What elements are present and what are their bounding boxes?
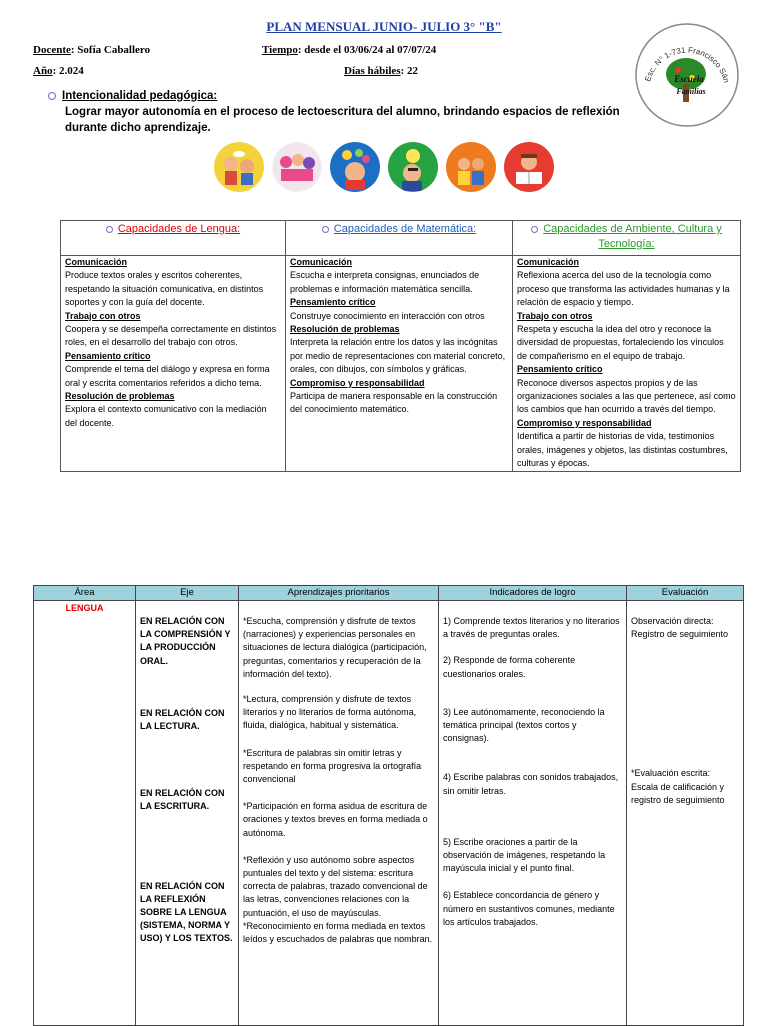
aprendizaje-item: *Escritura de palabras sin omitir letras y respetando en forma progresiva la ortografía convencional <box>243 747 422 785</box>
col-header-area: Área <box>34 586 136 601</box>
cap-subheading: Comunicación <box>517 257 580 267</box>
evaluacion-cell <box>627 601 744 1026</box>
logo-circular-text: Esc. N° 1-731 Francisco Sán <box>643 45 732 84</box>
eje-item: EN RELACIÓN CON LA LECTURA. <box>140 707 225 732</box>
dias-label: Días hábiles <box>344 65 401 77</box>
cap-header-ambiente <box>513 221 741 256</box>
teamwork-icon <box>446 142 496 192</box>
cap-text: Reconoce diversos aspectos propios y de las organizaciones sociales a las que pertenece, así como los cambios que han ocurrido a través del tiempo. <box>517 377 736 415</box>
tiempo-value: : desde el 03/06/24 al 07/07/24 <box>297 44 437 56</box>
docente-label: Docente <box>33 44 71 56</box>
indicador-item: 5) Escribe oraciones a partir de la observación de imágenes, respetando la mayúscula inicial y el punto final. <box>443 836 606 874</box>
cap-text: Explora el contexto comunicativo con la mediación del docente. <box>65 404 267 428</box>
eje-item: EN RELACIÓN CON LA ESCRITURA. <box>140 788 225 812</box>
cap-text: Reflexiona acerca del uso de la tecnología como proceso que transforma las actividades humanas y la relación de espacio y tiempo. <box>517 270 730 308</box>
school-logo <box>634 22 740 128</box>
children-talking-icon <box>214 142 264 192</box>
col-header-indicadores: Indicadores de logro <box>439 586 627 601</box>
intencionalidad-heading: Intencionalidad pedagógica: <box>62 90 218 102</box>
logo-text-escuela: Escuela <box>674 74 704 84</box>
anio-line <box>33 65 84 77</box>
tiempo-label: Tiempo <box>262 44 298 56</box>
cap-text: Construye conocimiento en interacción con otros <box>290 310 485 321</box>
docente-value: : Sofía Caballero <box>70 44 151 56</box>
eje-item: EN RELACIÓN CON LA REFLEXIÓN SOBRE LA LENGUA (SISTEMA, NORMA Y USO) Y LOS TEXTOS. <box>140 880 233 944</box>
bullet-icon <box>531 226 538 233</box>
area-lengua: LENGUA <box>65 603 104 613</box>
cap-header-lengua-label: Capacidades de Lengua: <box>117 223 241 235</box>
aprendizaje-item: *Participación en forma asidua de escritura de oraciones y textos breves en forma mediada o autónoma. <box>243 801 428 838</box>
aprendizajes-cell <box>239 601 439 1026</box>
evaluacion-item: *Evaluación escrita: Escala de calificación y registro de seguimiento <box>631 768 725 805</box>
cap-subheading: Pensamiento crítico <box>290 297 376 308</box>
thinking-gears-icon <box>330 142 380 192</box>
anio-value: : 2.024 <box>52 65 84 77</box>
indicador-item: 6) Establece concordancia de género y número en sustantivos comunes, mediante los artículos trabajados. <box>443 890 615 927</box>
indicador-item: 4) Escribe palabras con sonidos trabajados, sin omitir letras. <box>443 772 619 796</box>
eje-item: EN RELACIÓN CON LA COMPRENSIÓN Y LA PRODUCCIÓN ORAL. <box>140 616 231 666</box>
cap-subheading: Comunicación <box>290 257 353 267</box>
intencionalidad-section <box>48 88 628 136</box>
capacidades-icons-row <box>214 142 554 194</box>
cap-subheading: Resolución de problemas <box>65 391 175 402</box>
cap-text: Produce textos orales y escritos coherentes, respetando la situación comunicativa, en distintos soportes y con la guía del docente. <box>65 270 264 308</box>
lightbulb-idea-icon <box>388 142 438 192</box>
cap-subheading: Compromiso y responsabilidad <box>290 377 425 388</box>
cap-subheading: Trabajo con otros <box>65 310 141 321</box>
tiempo-line <box>262 44 436 56</box>
capacidades-table <box>60 220 741 472</box>
group-kids-icon <box>272 142 322 192</box>
area-cell <box>34 601 136 1026</box>
cap-header-lengua <box>61 221 286 256</box>
cap-lengua-cell <box>61 256 286 472</box>
cap-text: Respeta y escucha la idea del otro y reconoce la diversidad de propuestas, fortaleciendo los vínculos de compañerismo en el equipo de trabajo. <box>517 324 724 361</box>
aprendizaje-item: *Reflexión y uso autónomo sobre aspectos puntuales del texto y del sistema: escritura correcta de palabras, trazado convencional de las letras, convenciones relaciones con la puntuación, el uso de mayúsculas. <box>243 854 428 918</box>
cap-header-matematica-label: Capacidades de Matemática: <box>333 223 477 235</box>
intencionalidad-line1: Lograr mayor autonomía en el proceso de lectoescritura del alumno, brindando espacios de reflexión <box>65 106 620 118</box>
cap-text: Coopera y se desempeña correctamente en distintos roles, en el desarrollo del trabajo con otros. <box>65 324 277 348</box>
eje-cell <box>136 601 239 1026</box>
cap-text: Identifica a partir de historias de vida, testimonios orales, imágenes y objetos, las distintas costumbres, culturas y épocas. <box>517 431 728 469</box>
cap-text: Comprende el tema del diálogo y expresa en forma oral y escrita comentarios referidos a dicho tema. <box>65 364 270 388</box>
dias-line <box>344 65 418 77</box>
evaluacion-item: Observación directa: Registro de seguimiento <box>631 616 729 640</box>
cap-subheading: Resolución de problemas <box>290 324 400 335</box>
col-header-eje: Eje <box>136 586 239 601</box>
docente-line <box>33 44 150 56</box>
bullet-icon <box>48 92 56 100</box>
cap-subheading: Compromiso y responsabilidad <box>517 417 652 428</box>
cap-subheading: Pensamiento crítico <box>65 350 151 361</box>
indicadores-cell <box>439 601 627 1026</box>
cap-ambiente-cell <box>513 256 741 472</box>
col-header-evaluacion: Evaluación <box>627 586 744 601</box>
cap-header-matematica <box>286 221 513 256</box>
cap-subheading: Comunicación <box>65 257 128 267</box>
dias-value: : 22 <box>400 65 418 77</box>
aprendizaje-item: *Reconocimiento en forma mediada en textos leídos y escuchados de palabras que nombran. <box>243 920 433 945</box>
cap-text: Interpreta la relación entre los datos y las incógnitas por medio de representaciones con material concreto, orales, con dibujos, con símbolos y gráficas. <box>290 337 506 375</box>
indicador-item: 2) Responde de forma coherente cuestionarios orales. <box>443 655 576 679</box>
cap-subheading: Trabajo con otros <box>517 310 593 321</box>
anio-label: Año <box>33 65 53 77</box>
cap-matematica-cell <box>286 256 513 472</box>
reading-kid-icon <box>504 142 554 192</box>
intencionalidad-line2: durante dicho aprendizaje. <box>65 122 211 134</box>
bullet-icon <box>106 226 113 233</box>
cap-text: Escucha e interpreta consignas, enunciados de problemas e información matemática sencilla. <box>290 270 480 294</box>
aprendizaje-item: *Lectura, comprensión y disfrute de textos literarios y no literarios de forma autónoma, fluida, dialógica, habitual y sistemática. <box>243 694 417 731</box>
indicador-item: 1) Comprende textos literarios y no literarios a través de preguntas orales. <box>443 616 620 640</box>
aprendizaje-item: *Escucha, comprensión y disfrute de textos (narraciones) y experiencias personales en situaciones de lectura dialógica (participación, preguntas, comentarios y recuperación de la información del texto). <box>243 616 427 679</box>
indicador-item: 3) Lee autónomamente, reconociendo la temática principal (textos cortos y consignas). <box>443 706 605 744</box>
bullet-icon <box>322 226 329 233</box>
cap-header-ambiente-label: Capacidades de Ambiente, Cultura y Tecnología: <box>543 223 722 250</box>
cap-text: Participa de manera responsable en la construcción del conocimiento matemático. <box>290 391 498 415</box>
logo-text-familias: Familias <box>676 87 706 96</box>
cap-subheading: Pensamiento crítico <box>517 364 603 375</box>
page-title: PLAN MENSUAL JUNIO- JULIO 3° "B" <box>266 19 502 34</box>
col-header-aprendizajes: Aprendizajes prioritarios <box>239 586 439 601</box>
plan-table <box>33 585 744 1026</box>
